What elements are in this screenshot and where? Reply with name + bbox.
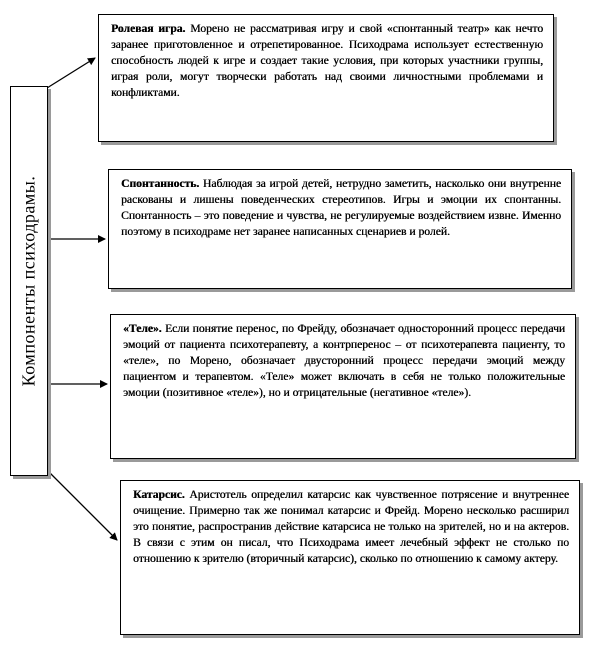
components-heading-box xyxy=(10,86,48,476)
component-description: Если понятие перенос, по Фрейду, обозначает односторонний процесс передачи эмоций от пациента психотерапевту, а контрперенос – от психотерапевта пациенту, то «теле», по Морено, обозначает двусторонний процесс передачи эмоций между пациентом и терапевтом. «Теле» может включать в себя не только положительные эмоции (позитивное «теле»), но и отрицательные (негативное «теле»). xyxy=(123,322,565,399)
component-description: Наблюдая за игрой детей, нетрудно заметить, насколько они внутренне раскованы и лишены поведенческих стереотипов. Игры и эмоции их спонтанны. Спонтанность – это поведение и чувства, не регулируемые воздействием извне. Именно поэтому в психодраме нет заранее написанных сценариев и ролей. xyxy=(121,177,562,238)
component-role-play xyxy=(98,14,554,142)
arrow-to-role-play xyxy=(47,58,95,88)
arrow-to-catharsis xyxy=(47,470,117,540)
component-description: Морено не рассматривая игру и свой «спонтанный театр» как нечто заранее приготовленное и отрепетированное. Психодрама использует естественную способность людей к игре и создает такие условия, при которых участники группы, играя роли, могут творчески работать над своими личностными проблемами и конфликтами. xyxy=(111,22,544,99)
component-description: Аристотель определил катарсис как чувственное потрясение и внутреннее очищение. Примерно так же понимал катарсис и Фрейд. Морено несколько расширил это понятие, распространив действие катарсиса не только на зрителей, но и на актеров. В связи с этим он писал, что Психодрама имеет лечебный эффект не столько по отношению к зрителю (вторичный катарсис), сколько по отношению к самому актеру. xyxy=(133,488,569,565)
components-heading: Компоненты психодрамы. xyxy=(18,175,39,387)
component-term: Катарсис. xyxy=(133,488,185,501)
component-term: Ролевая игра. xyxy=(111,22,186,35)
component-term: Спонтанность. xyxy=(121,177,200,190)
component-tele xyxy=(110,314,576,459)
component-spontaneity xyxy=(108,169,572,289)
component-term: «Теле». xyxy=(123,322,162,335)
component-catharsis xyxy=(120,480,580,635)
